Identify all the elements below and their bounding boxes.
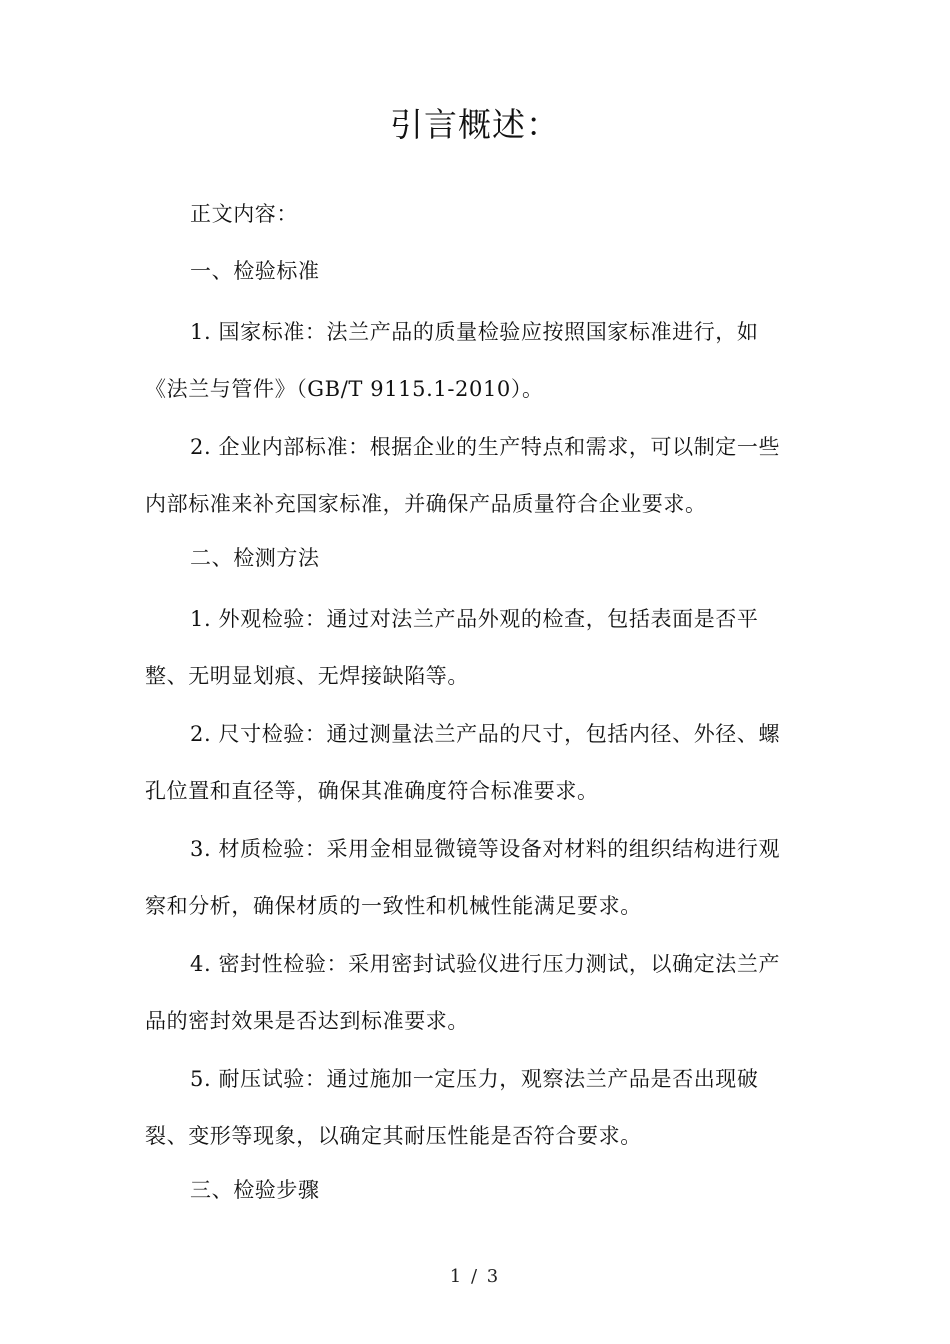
section-heading-steps: 三、检验步骤 (190, 1178, 320, 1202)
paragraph-line: 整、无明显划痕、无焊接缺陷等。 (145, 664, 469, 688)
page-title: 引言概述： (390, 105, 560, 144)
paragraph-line: 《法兰与管件》（GB/T 9115.1-2010）。 (145, 377, 544, 401)
paragraph-line: 品的密封效果是否达到标准要求。 (145, 1009, 469, 1033)
section-heading-methods: 二、检测方法 (190, 546, 320, 570)
paragraph-line: 2. 企业内部标准：根据企业的生产特点和需求，可以制定一些 (190, 435, 781, 459)
paragraph-line: 3. 材质检验：采用金相显微镜等设备对材料的组织结构进行观 (190, 837, 781, 861)
paragraph-appearance-inspection (145, 602, 810, 693)
paragraph-line: 孔位置和直径等，确保其准确度符合标准要求。 (145, 779, 599, 803)
paragraph-line: 4. 密封性检验：采用密封试验仪进行压力测试，以确定法兰产 (190, 952, 781, 976)
page-number: 1 / 3 (449, 1266, 501, 1287)
paragraph-enterprise-standard (145, 430, 810, 521)
paragraph-line: 察和分析，确保材质的一致性和机械性能满足要求。 (145, 894, 642, 918)
paragraph-pressure-test (145, 1062, 810, 1153)
paragraph-line: 1. 外观检验：通过对法兰产品外观的检查，包括表面是否平 (190, 607, 759, 631)
paragraph-line: 1. 国家标准：法兰产品的质量检验应按照国家标准进行，如 (190, 320, 759, 344)
intro-label: 正文内容： (190, 202, 298, 226)
paragraph-line: 5. 耐压试验：通过施加一定压力，观察法兰产品是否出现破 (190, 1067, 759, 1091)
paragraph-material-inspection (145, 832, 810, 923)
paragraph-line: 内部标准来补充国家标准，并确保产品质量符合企业要求。 (145, 492, 707, 516)
paragraph-dimension-inspection (145, 717, 810, 808)
section-heading-standards: 一、检验标准 (190, 259, 320, 283)
paragraph-line: 2. 尺寸检验：通过测量法兰产品的尺寸，包括内径、外径、螺 (190, 722, 781, 746)
paragraph-sealing-inspection (145, 947, 810, 1038)
paragraph-line: 裂、变形等现象，以确定其耐压性能是否符合要求。 (145, 1124, 642, 1148)
paragraph-national-standard (145, 315, 810, 406)
